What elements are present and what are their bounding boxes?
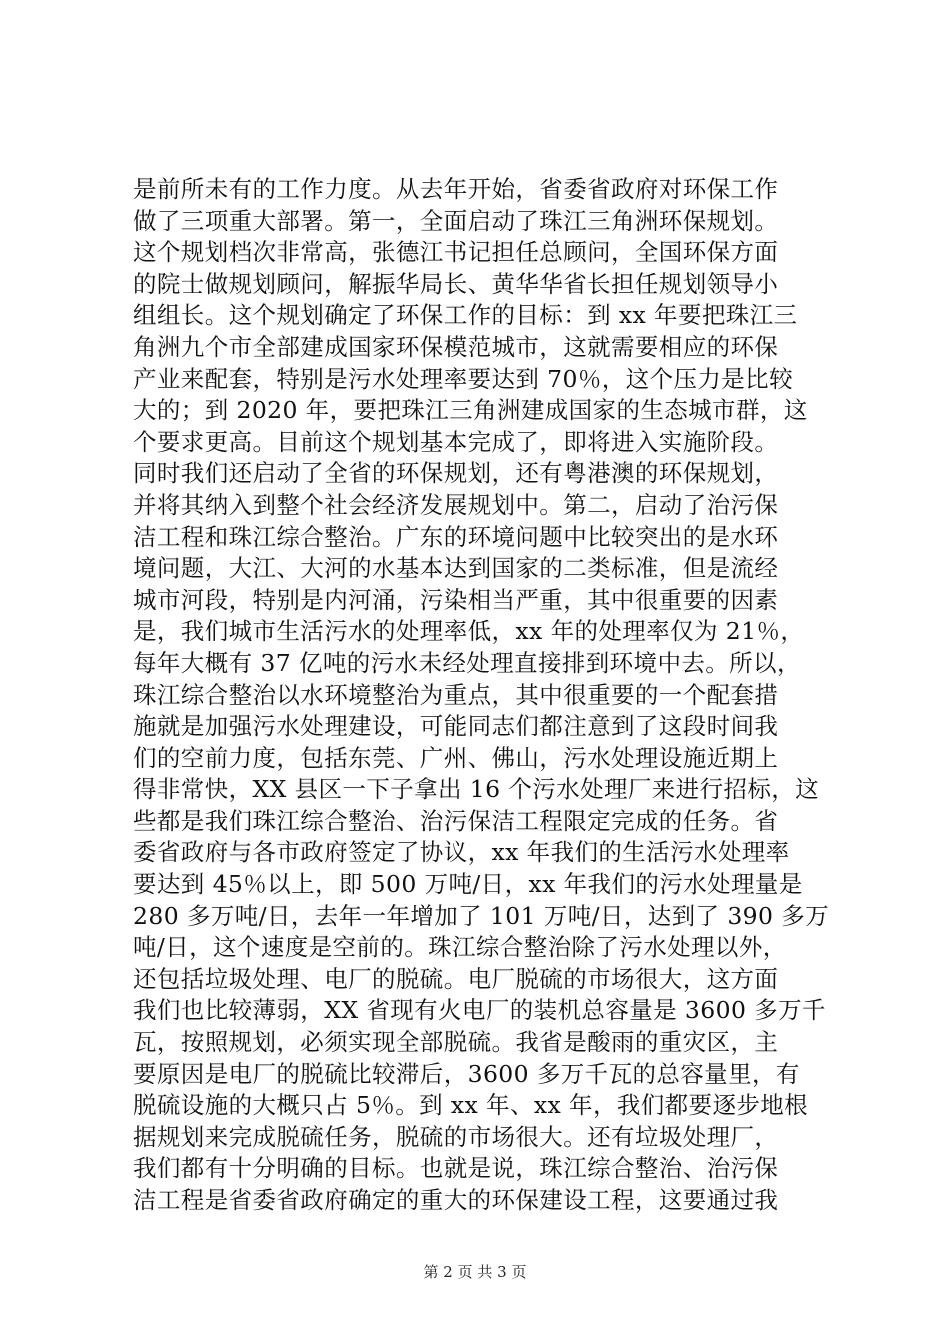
text-line: 吨/日，这个速度是空前的。珠江综合整治除了污水处理以外，: [133, 933, 787, 962]
text-line: 我们也比较薄弱，XX 省现有火电厂的装机总容量是 3600 多万千: [133, 996, 826, 1025]
text-line: 委省政府与各市政府签定了协议，xx 年我们的生活污水处理率: [133, 838, 790, 867]
text-line: 些都是我们珠江综合整治、治污保洁工程限定完成的任务。省: [133, 806, 779, 835]
text-line: 洁工程和珠江综合整治。广东的环境问题中比较突出的是水环: [133, 522, 779, 551]
text-line: 的院士做规划顾问，解振华局长、黄华华省长担任规划领导小: [133, 269, 779, 298]
text-line: 是，我们城市生活污水的处理率低，xx 年的处理率仅为 21％，: [133, 617, 805, 646]
text-line: 得非常快，XX 县区一下子拿出 16 个污水处理厂来进行招标，这: [133, 775, 820, 804]
text-line: 是前所未有的工作力度。从去年开始，省委省政府对环保工作: [133, 175, 779, 203]
text-line: 瓦，按照规划，必须实现全部脱硫。我省是酸雨的重灾区，主: [133, 1028, 779, 1057]
text-line: 大的；到 2020 年，要把珠江三角洲建成国家的生态城市群，这: [133, 396, 808, 425]
text-line: 还包括垃圾处理、电厂的脱硫。电厂脱硫的市场很大，这方面: [133, 964, 779, 993]
text-line: 我们都有十分明确的目标。也就是说，珠江综合整治、治污保: [133, 1154, 779, 1183]
text-line: 境问题，大江、大河的水基本达到国家的二类标准，但是流经: [133, 554, 779, 583]
text-line: 角洲九个市全部建成国家环保模范城市，这就需要相应的环保: [133, 332, 779, 361]
text-line: 每年大概有 37 亿吨的污水未经处理直接排到环境中去。所以，: [133, 648, 801, 677]
page-number-footer: 第 2 页 共 3 页: [423, 1263, 527, 1281]
text-line: 做了三项重大部署。第一，全面启动了珠江三角洲环保规划。: [133, 206, 779, 235]
text-line: 脱硫设施的大概只占 5％。到 xx 年、xx 年，我们都要逐步地根: [133, 1091, 809, 1120]
text-line: 施就是加强污水处理建设，可能同志们都注意到了这段时间我: [133, 712, 779, 741]
text-line: 珠江综合整治以水环境整治为重点，其中很重要的一个配套措: [133, 680, 779, 709]
text-line: 组组长。这个规划确定了环保工作的目标：到 xx 年要把珠江三: [133, 301, 798, 330]
text-line: 要原因是电厂的脱硫比较滞后，3600 多万千瓦的总容量里，有: [133, 1059, 800, 1088]
text-line: 要达到 45％以上，即 500 万吨/日，xx 年我们的污水处理量是: [133, 870, 803, 899]
text-line: 个要求更高。目前这个规划基本完成了，即将进入实施阶段。: [133, 427, 779, 456]
text-line: 据规划来完成脱硫任务，脱硫的市场很大。还有垃圾处理厂，: [133, 1122, 779, 1151]
text-line: 并将其纳入到整个社会经济发展规划中。第二，启动了治污保: [133, 490, 779, 519]
text-line: 这个规划档次非常高，张德江书记担任总顾问，全国环保方面: [133, 238, 779, 267]
text-line: 洁工程是省委省政府确定的重大的环保建设工程，这要通过我: [133, 1186, 779, 1214]
text-line: 们的空前力度，包括东莞、广州、佛山，污水处理设施近期上: [133, 743, 779, 772]
text-line: 产业来配套，特别是污水处理率要达到 70％，这个压力是比较: [133, 364, 793, 393]
body-text: [133, 174, 833, 1217]
text-line: 280 多万吨/日，去年一年增加了 101 万吨/日，达到了 390 多万: [133, 901, 830, 930]
text-line: 城市河段，特别是内河涌，污染相当严重，其中很重要的因素: [133, 585, 779, 614]
text-line: 同时我们还启动了全省的环保规划，还有粤港澳的环保规划，: [133, 459, 779, 488]
